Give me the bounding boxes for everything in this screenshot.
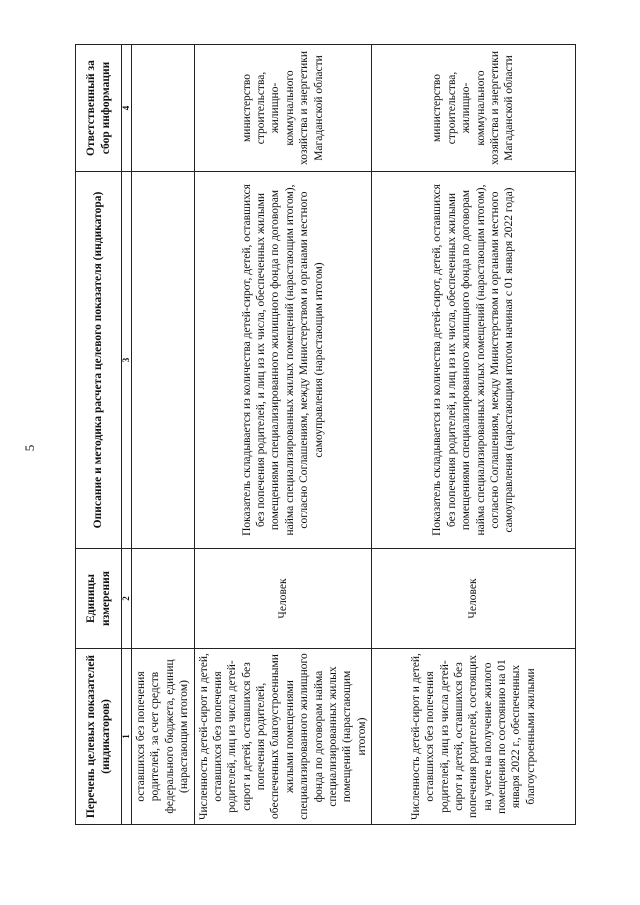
header-responsible: Ответственный за сбор информации (76, 45, 122, 172)
column-number: 1 (122, 649, 132, 825)
table-row (372, 45, 576, 825)
description-cell (132, 172, 195, 549)
description-cell: Показатель складывается из количества детей-сирот, детей, оставшихся без попечения родителей, и лиц из их числа, обеспеченных жилыми помещениями специализированного жилищного фонда по договорам найма специализированных жилых помещений (нарастающим итогом), согласно Соглашениям, между Министерством и органами местного самоуправления (нарастающим итогом) (194, 172, 372, 549)
indicator-cell: Численность детей-сирот и детей, оставшихся без попечения родителей, лиц из числа детей-сирот и детей, оставшихся без попечения родителей, обеспеченных благоустроенными жилыми помещениями специализированного жилищного фонда по договорам найма специализированных жилых помещений (нарастающим итогом) (194, 649, 372, 825)
indicators-table (75, 44, 576, 825)
header-units: Единицы измерения (76, 549, 122, 649)
column-number: 2 (122, 549, 132, 649)
responsible-cell (132, 45, 195, 172)
column-number: 3 (122, 172, 132, 549)
responsible-cell: министерство строительства, жилищно-коммунального хозяйства и энергетики Магаданской области (194, 45, 372, 172)
unit-cell (132, 549, 195, 649)
column-number: 4 (122, 45, 132, 172)
description-cell: Показатель складывается из количества детей-сирот, детей, оставшихся без попечения родителей, и лиц из их числа, обеспеченных жилыми помещениями специализированного жилищного фонда по договорам найма специализированных жилых помещений (нарастающим итогом), согласно Соглашениям, между Министерством и органами местного самоуправления (нарастающим итогом начиная с 01 января 2022 года) (372, 172, 576, 549)
header-indicators: Перечень целевых показателей (индикаторов) (76, 649, 122, 825)
indicator-cell: Численность детей-сирот и детей, оставшихся без попечения родителей, лиц из числа детей-сирот и детей, оставшихся без попечения родителей, состоящих на учете на получение жилого помещения по состоянию на 01 января 2022 г., обеспеченных благоустроенными жилыми (372, 649, 576, 825)
table-row (132, 45, 195, 825)
unit-cell: Человек (372, 549, 576, 649)
rotated-table-container (75, 45, 570, 825)
table-row (194, 45, 372, 825)
header-row (76, 45, 122, 825)
page-number: 5 (22, 444, 37, 452)
unit-cell: Человек (194, 549, 372, 649)
indicator-cell: оставшихся без попечения родителей, за счет средств федерального бюджета, единиц (нарастающим итогом) (132, 649, 195, 825)
responsible-cell: министерство строительства, жилищно-коммунального хозяйства и энергетики Магаданской области (372, 45, 576, 172)
column-number-row (122, 45, 132, 825)
header-description: Описание и методика расчета целевого показателя (индикатора) (76, 172, 122, 549)
